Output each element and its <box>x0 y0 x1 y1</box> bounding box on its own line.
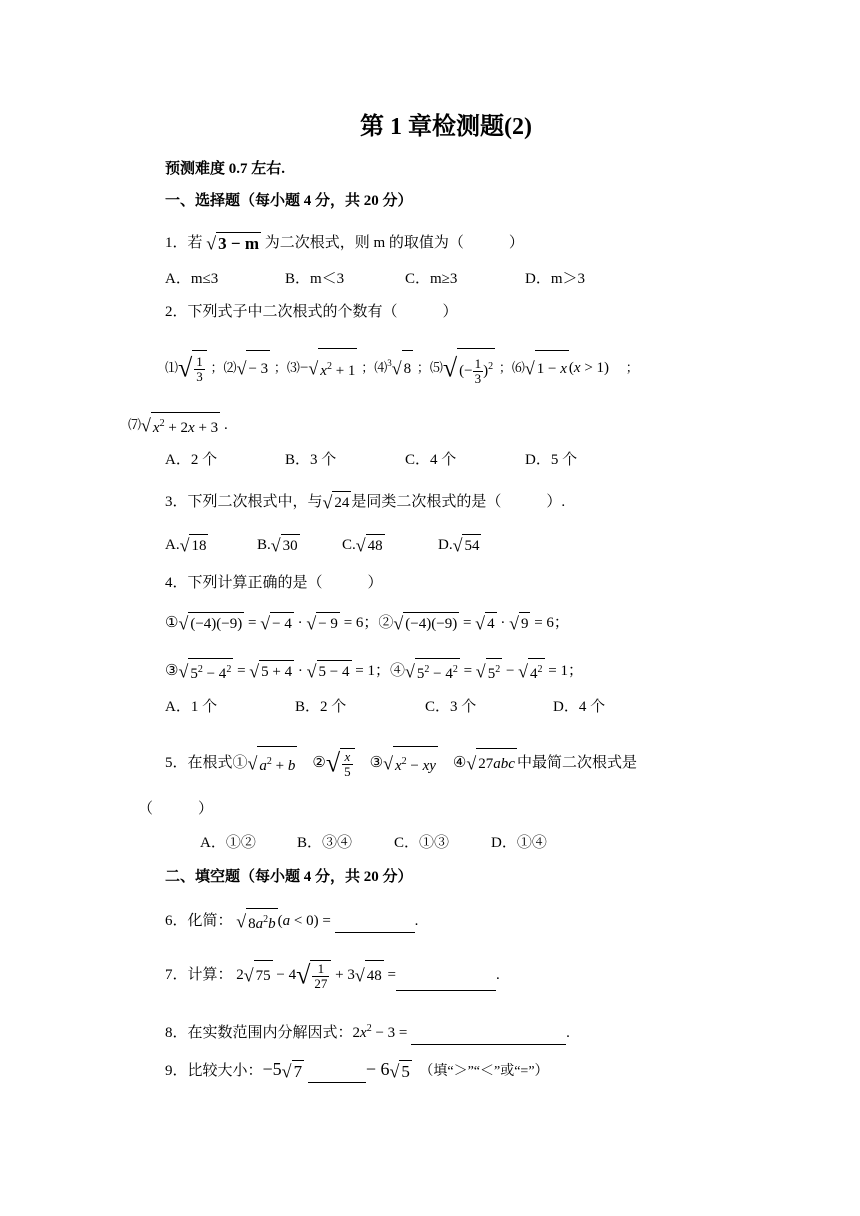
q2-option-b[interactable]: B．3 个 <box>285 452 337 468</box>
question-3: 3．下列二次根式中，与√ 24 是同类二次根式的是（ ）. <box>165 492 566 513</box>
q4-options <box>165 696 605 718</box>
q4-statements-1-2: ①√ (−4)(−9) = √ − 4 · √ − 9 = 6；②√ (−4)(−9) = √ 4 · √ 9 = 6； <box>165 613 569 634</box>
q5-options <box>200 832 547 854</box>
q1-option-a[interactable]: A．m≤3 <box>165 271 219 287</box>
q1-radical: √ 3 − m <box>206 233 260 254</box>
section-heading-choice: 一、选择题（每小题 4 分，共 20 分） <box>165 193 413 209</box>
question-8: 8．在实数范围内分解因式：$2x^2 - 3$ = . <box>165 1018 570 1045</box>
q5-option-d[interactable]: D．①④ <box>491 835 547 851</box>
q8-answer-blank[interactable] <box>411 1022 566 1045</box>
question-7: 7．计算： 2√ 75 − 4√ $\frac{1}{27}$ + 3√ 48 = . <box>165 960 500 992</box>
q3-option-c[interactable]: C.√ 48 <box>342 535 383 556</box>
q3-option-d[interactable]: D.√ 54 <box>438 535 480 556</box>
question-1 <box>165 232 524 255</box>
q2-expressions: ⑴√ $\frac{1}{3}$ ；⑵√ − 3 ；⑶−√ $x^2 + 1$ ；⑷$^3$√ 8 ；⑸√ (− $\frac{1}{3}$ )$^2$ ；⑹√ 1 − x (x > 1) ； <box>165 345 639 389</box>
q2-option-d[interactable]: D．5 个 <box>525 452 578 468</box>
q5-option-a[interactable]: A．①② <box>200 835 256 851</box>
q4-option-a[interactable]: A．1 个 <box>165 699 218 715</box>
question-4: 4．下列计算正确的是（ ） <box>165 575 383 591</box>
q4-option-b[interactable]: B．2 个 <box>295 699 347 715</box>
question-9: 9．比较大小：−5√ 7 − 6√ 5 （填“＞”“＜”或“=”） <box>165 1059 549 1082</box>
question-5: 5．在根式①√ $a^2 + b$ ②√ $\frac{x}{5}$ ③√ $x^2$ − xy ④√ 27abc 中最简二次根式是 <box>165 746 637 781</box>
q1-number: 1．若 <box>165 235 203 251</box>
q1-text: 为二次根式，则 m 的取值为（ ） <box>264 235 524 251</box>
q1-option-c[interactable]: C．m≥3 <box>405 271 458 287</box>
difficulty-note: 预测难度 0.7 左右. <box>165 161 286 177</box>
page-title: 第 1 章检测题(2) <box>360 114 532 140</box>
q4-option-c[interactable]: C．3 个 <box>425 699 477 715</box>
q5-option-c[interactable]: C．①③ <box>394 835 450 851</box>
q2-options <box>165 449 577 471</box>
q9-answer-blank[interactable] <box>308 1060 366 1083</box>
q7-answer-blank[interactable] <box>396 960 496 991</box>
q1-options <box>165 268 585 290</box>
section-heading-fill: 二、填空题（每小题 4 分，共 20 分） <box>165 869 413 885</box>
q2-option-a[interactable]: A．2 个 <box>165 452 218 468</box>
q3-option-a[interactable]: A.√ 18 <box>165 535 207 556</box>
q1-option-b[interactable]: B．m＜3 <box>285 271 345 287</box>
q5-option-b[interactable]: B．③④ <box>297 835 353 851</box>
q4-option-d[interactable]: D．4 个 <box>553 699 606 715</box>
question-2: 2．下列式子中二次根式的个数有（ ） <box>165 304 458 320</box>
q2-expression-7: ⑺√ $x^2 + 2x + 3$ . <box>128 412 228 439</box>
q5-answer-paren: （ ） <box>138 801 214 817</box>
q3-options <box>165 534 481 557</box>
question-6: 6．化简： √ $8a^2b$ (a < 0) = . <box>165 908 418 935</box>
q1-option-d[interactable]: D．m＞3 <box>525 271 586 287</box>
q2-option-c[interactable]: C．4 个 <box>405 452 457 468</box>
q6-answer-blank[interactable] <box>335 910 415 933</box>
q3-option-b[interactable]: B.√ 30 <box>257 535 298 556</box>
q4-statements-3-4: ③√ $5^2 - 4^2$ = √ 5 + 4 · √ 5 − 4 = 1；④√ $5^2 - 4^2$ = √ $5^2$ − √ $4^2 = 1$； <box>165 658 583 685</box>
